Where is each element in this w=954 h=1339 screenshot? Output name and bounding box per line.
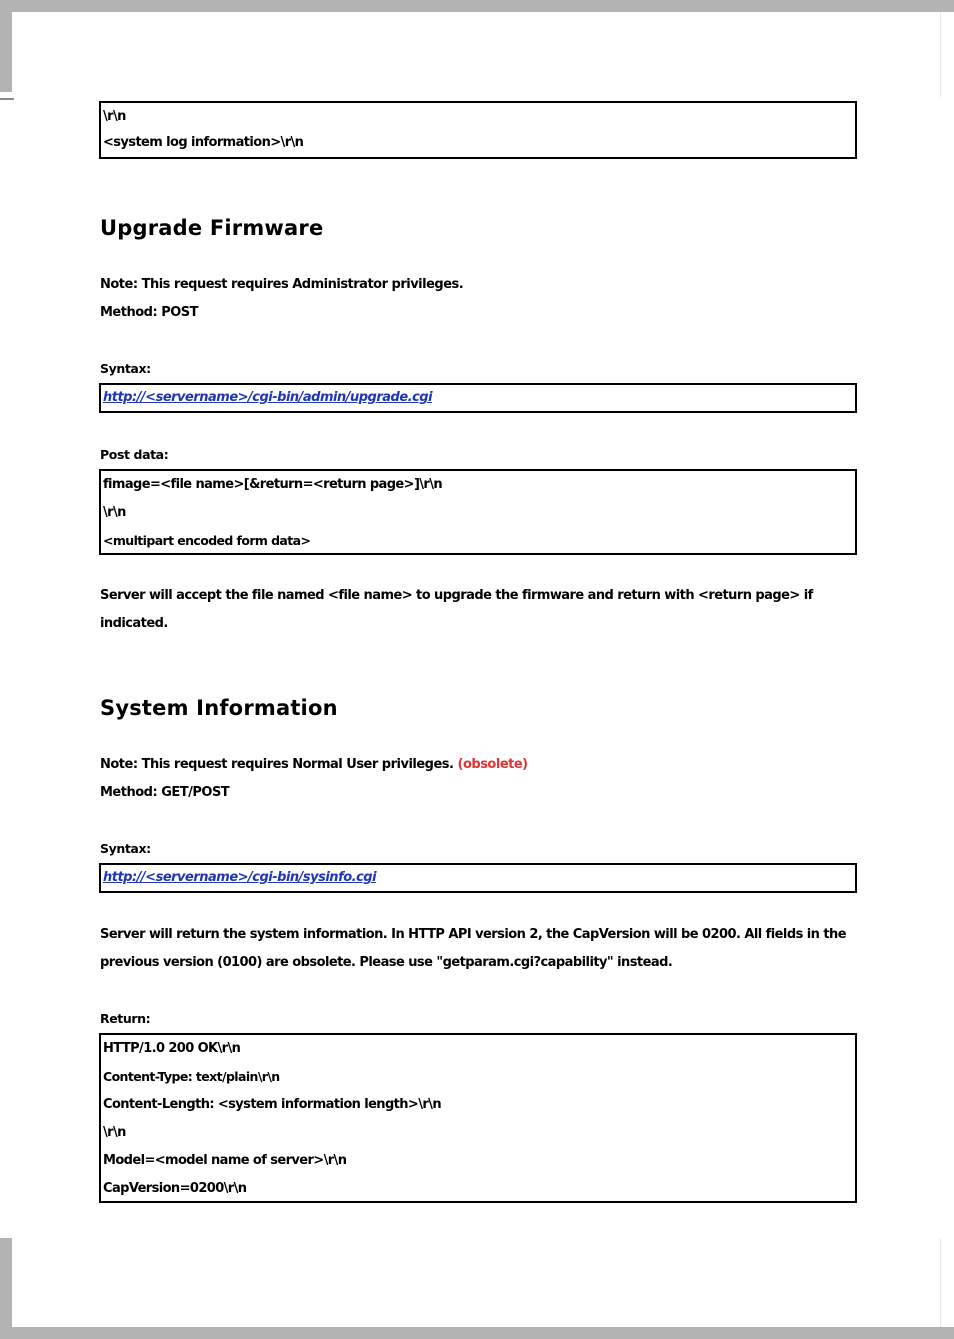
page-border-bottom xyxy=(0,1327,954,1339)
return-box xyxy=(99,1033,857,1203)
method-label: Method: xyxy=(100,305,158,320)
code-line: <multipart encoded form data> xyxy=(103,533,311,548)
page-border-left-bottom xyxy=(0,1238,12,1339)
note-text: This request requires Administrator privileges. xyxy=(137,277,464,292)
upgrade-syntax-box xyxy=(99,383,857,413)
code-line: fimage=<file name>[&return=<return page>]\r\n xyxy=(103,477,443,492)
post-data-label: Post data: xyxy=(100,447,169,462)
system-information-heading: System Information xyxy=(100,696,338,720)
sysinfo-description: Server will return the system information. In HTTP API version 2, the CapVersion will be 0200. All fields in the previous version (0100) are obsolete. Please use "getparam.cgi?capability" instead. xyxy=(100,927,846,970)
code-line: \r\n xyxy=(103,1125,126,1140)
sysinfo-syntax-link[interactable]: http://<servername>/cgi-bin/sysinfo.cgi xyxy=(103,870,377,885)
upgrade-syntax-link[interactable]: http://<servername>/cgi-bin/admin/upgrade.cgi xyxy=(103,390,433,405)
method-value: GET/POST xyxy=(157,785,230,800)
obsolete-tag: (obsolete) xyxy=(457,757,528,772)
method-value: POST xyxy=(157,305,199,320)
sysinfo-syntax-box xyxy=(99,863,857,893)
return-label: Return: xyxy=(100,1011,151,1026)
post-data-box xyxy=(99,469,857,555)
sysinfo-syntax-label: Syntax: xyxy=(100,841,151,856)
code-line: Model=<model name of server>\r\n xyxy=(103,1153,347,1168)
method-label: Method: xyxy=(100,785,158,800)
code-line: CapVersion=0200\r\n xyxy=(103,1181,247,1196)
page-margin-mark xyxy=(0,98,14,100)
upgrade-description: Server will accept the file named <file name> to upgrade the firmware and return with <return page> if indicated. xyxy=(100,588,813,631)
code-line: \r\n xyxy=(103,505,126,520)
code-line: <system log information>\r\n xyxy=(103,135,304,150)
code-line: \r\n xyxy=(103,109,126,124)
upgrade-method xyxy=(100,304,198,322)
upgrade-note xyxy=(100,276,463,294)
page-border-right-bottom xyxy=(940,1238,941,1327)
page-border-top xyxy=(0,0,954,12)
note-label: Note: xyxy=(100,277,138,292)
sysinfo-note xyxy=(100,756,528,774)
note-text: This request requires Normal User privileges. xyxy=(137,757,458,772)
page-border-right-top xyxy=(940,12,941,97)
code-line: Content-Length: <system information length>\r\n xyxy=(103,1097,441,1112)
note-label: Note: xyxy=(100,757,138,772)
system-log-code-box xyxy=(99,101,857,159)
page-border-left-top xyxy=(0,0,12,92)
code-line: HTTP/1.0 200 OK\r\n xyxy=(103,1041,241,1056)
upgrade-syntax-label: Syntax: xyxy=(100,361,151,376)
sysinfo-method xyxy=(100,784,229,802)
upgrade-firmware-heading: Upgrade Firmware xyxy=(100,216,324,240)
code-line: Content-Type: text/plain\r\n xyxy=(103,1069,280,1084)
